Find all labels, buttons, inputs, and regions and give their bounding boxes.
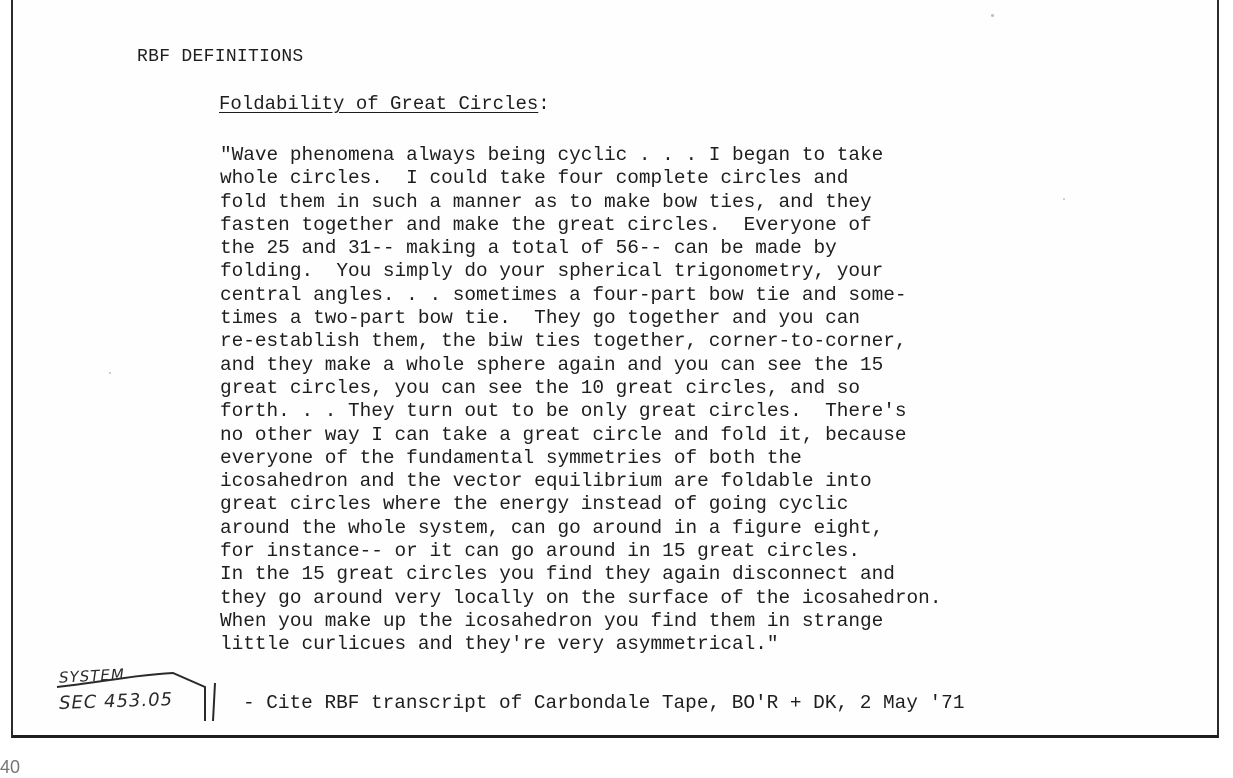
annotation-section-text: SEC 453.05 [58, 689, 174, 714]
cropped-top-line [13, 0, 1217, 5]
annotation-system-text: SYSTEM [58, 665, 126, 687]
handwritten-annotation [55, 661, 225, 721]
definition-title [219, 93, 550, 115]
paper-speck [991, 14, 994, 17]
paper-speck [1063, 198, 1065, 200]
definition-title-colon: : [538, 93, 550, 115]
definition-quote: "Wave phenomena always being cyclic . . . I began to take whole circles. I could take four complete circles and fold them in such a manner as to make bow ties, and they fasten together and make the great circles. Everyone of the 25 and 31-- making a total of 56-- can be made by folding. You simply do your spherical trigonometry, your central angles. . . sometimes a four-part bow tie and some- times a two-part bow tie. They go together and you can re-establish them, the biw ties together, corner-to-corner, and they make a whole sphere again and you can see the 15 great circles, you can see the 10 great circles, and so forth. . . They turn out to be only great circles. There's no other way I can take a great circle and fold it, because everyone of the fundamental symmetries of both the icosahedron and the vector equilibrium are foldable into great circles where the energy instead of going cyclic around the whole system, can go around in a figure eight, for instance-- or it can go around in 15 great circles. In the 15 great circles you find they again disconnect and they go around very locally on the surface of the icosahedron. When you make up the icosahedron you find them in strange little curlicues and they're very asymmetrical." [220, 144, 942, 656]
citation: - Cite RBF transcript of Carbondale Tape, BO'R + DK, 2 May '71 [243, 692, 965, 714]
paper-speck [109, 372, 111, 374]
page-number: 40 [0, 757, 21, 777]
definition-card [11, 0, 1219, 738]
definition-title-text: Foldability of Great Circles [219, 93, 539, 115]
document-heading: RBF DEFINITIONS [137, 47, 304, 67]
